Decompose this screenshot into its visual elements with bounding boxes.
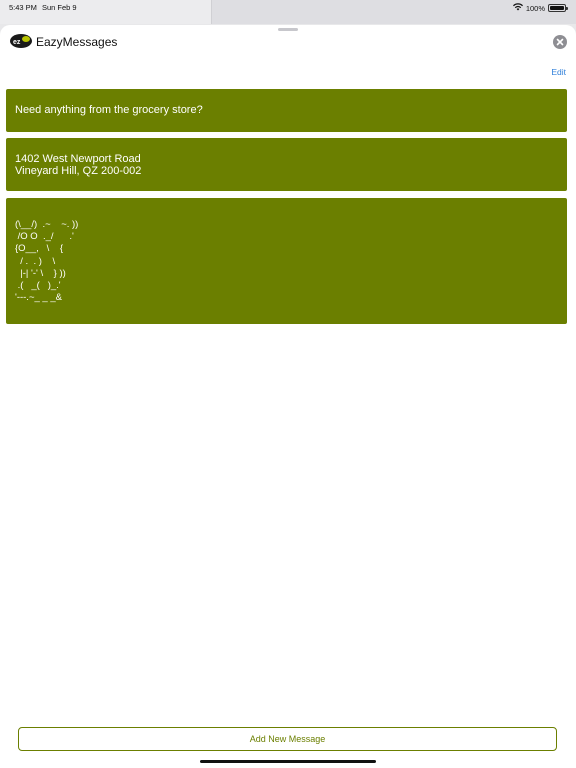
battery-percent: 100% [525,3,545,13]
logo-text: ez [13,39,21,46]
close-button[interactable] [553,35,567,49]
message-card[interactable]: 1402 West Newport Road Vineyard Hill, QZ 200-002 [6,138,567,191]
home-indicator [200,760,376,763]
message-card[interactable]: (\__/) .~ ~. )) /O O ._/ .' {O__, \ { / . . ) \ |-| '-' \ } )) .( _( )_.' '---.~_ _ _& [6,198,567,324]
message-sheet [0,25,576,768]
app-title: EazyMessages [36,35,118,49]
header [0,25,576,61]
status-time: 5:43 PM [9,3,37,12]
wifi-icon [513,3,523,13]
status-right-group [513,3,566,13]
close-icon [553,35,567,49]
edit-button[interactable]: Edit [551,67,566,77]
battery-icon [548,4,566,12]
add-new-message-button[interactable]: Add New Message [18,727,557,751]
status-date: Sun Feb 9 [42,3,77,12]
message-card[interactable]: Need anything from the grocery store? [6,89,567,132]
status-bar [0,0,576,24]
split-view-divider [211,0,212,24]
app-logo-icon [10,34,32,48]
